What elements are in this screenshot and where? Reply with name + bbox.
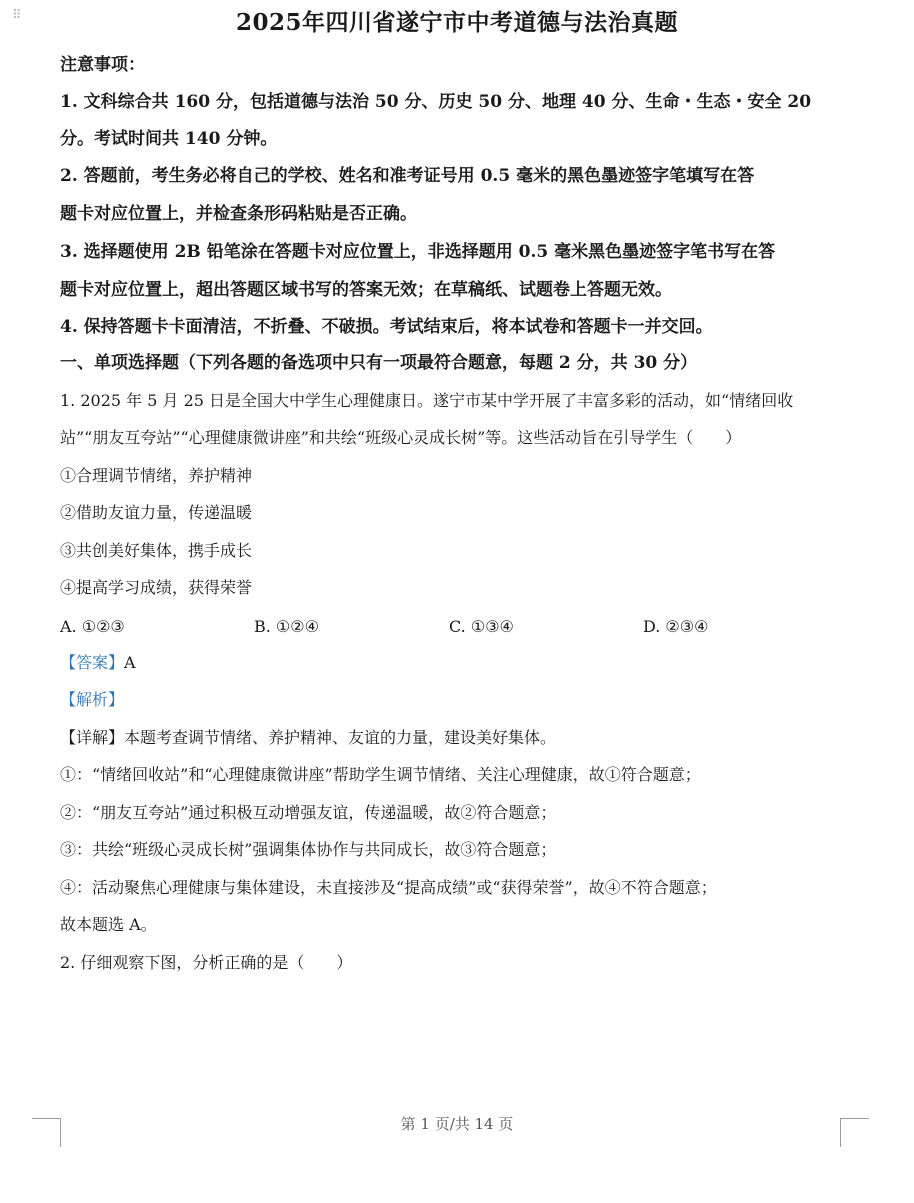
detail-text: 本题考查调节情绪、养护精神、友谊的力量，建设美好集体。: [124, 728, 557, 747]
notice-line: 1. 文科综合共 160 分，包括道德与法治 50 分、历史 50 分、地理 40 分、生命・生态・安全 20: [60, 92, 812, 112]
option-c: C. ①③④: [449, 617, 514, 636]
statement-3: ③共创美好集体，携手成长: [60, 541, 253, 560]
option-a: A. ①②③: [60, 617, 125, 636]
detail-tag: 【详解】: [60, 728, 125, 747]
analysis-tag: 【解析】: [60, 690, 125, 709]
question-1-stem: 1. 2025 年 5 月 25 日是全国大中学生心理健康日。遂宁市某中学开展了丰富多彩的活动，如“情绪回收: [60, 391, 794, 410]
notice-line: 题卡对应位置上，并检查条形码粘贴是否正确。: [60, 204, 417, 224]
drag-handle-icon[interactable]: ⠿: [12, 8, 21, 23]
notice-line: 分。考试时间共 140 分钟。: [60, 129, 278, 149]
explanation-2: ②：“朋友互夸站”通过积极互动增强友谊，传递温暖，故②符合题意；: [60, 803, 557, 822]
statement-1: ①合理调节情绪，养护精神: [60, 466, 253, 485]
conclusion: 故本题选 A。: [60, 915, 157, 934]
question-2-stem: 2. 仔细观察下图，分析正确的是（ ）: [60, 953, 353, 972]
detail-line: [60, 727, 556, 749]
answer-line: [60, 652, 136, 674]
notice-line: 题卡对应位置上，超出答题区域书写的答案无效；在草稿纸、试题卷上答题无效。: [60, 280, 672, 300]
answer-value: A: [124, 653, 136, 672]
explanation-3: ③：共绘“班级心灵成长树”强调集体协作与共同成长，故③符合题意；: [60, 840, 557, 859]
notice-line: 2. 答题前，考生务必将自己的学校、姓名和准考证号用 0.5 毫米的黑色墨迹签字笔填写在答: [60, 166, 755, 186]
statement-2: ②借助友谊力量，传递温暖: [60, 503, 253, 522]
document-title: 2025年四川省遂宁市中考道德与法治真题: [235, 9, 678, 36]
explanation-1: ①：“情绪回收站”和“心理健康微讲座”帮助学生调节情绪、关注心理健康，故①符合题意；: [60, 765, 701, 784]
notice-line: 4. 保持答题卡卡面清洁，不折叠、不破损。考试结束后，将本试卷和答题卡一并交回。: [60, 317, 713, 337]
notice-heading: 注意事项：: [60, 55, 145, 75]
question-1-stem: 站”“朋友互夸站”“心理健康微讲座”和共绘“班级心灵成长树”等。这些活动旨在引导学生（ ）: [60, 428, 742, 447]
option-d: D. ②③④: [643, 617, 709, 636]
statement-4: ④提高学习成绩，获得荣誉: [60, 578, 253, 597]
notice-line: 3. 选择题使用 2B 铅笔涂在答题卡对应位置上，非选择题用 0.5 毫米黑色墨迹签字笔书写在答: [60, 242, 776, 262]
option-b: B. ①②④: [254, 617, 319, 636]
section-heading: 一、单项选择题（下列各题的备选项中只有一项最符合题意，每题 2 分，共 30 分）: [60, 353, 698, 373]
explanation-4: ④：活动聚焦心理健康与集体建设，未直接涉及“提高成绩”或“获得荣誉”，故④不符合题意；: [60, 878, 717, 897]
answer-tag: 【答案】: [60, 653, 125, 672]
page-footer: 第 1 页/共 14 页: [400, 1115, 514, 1133]
